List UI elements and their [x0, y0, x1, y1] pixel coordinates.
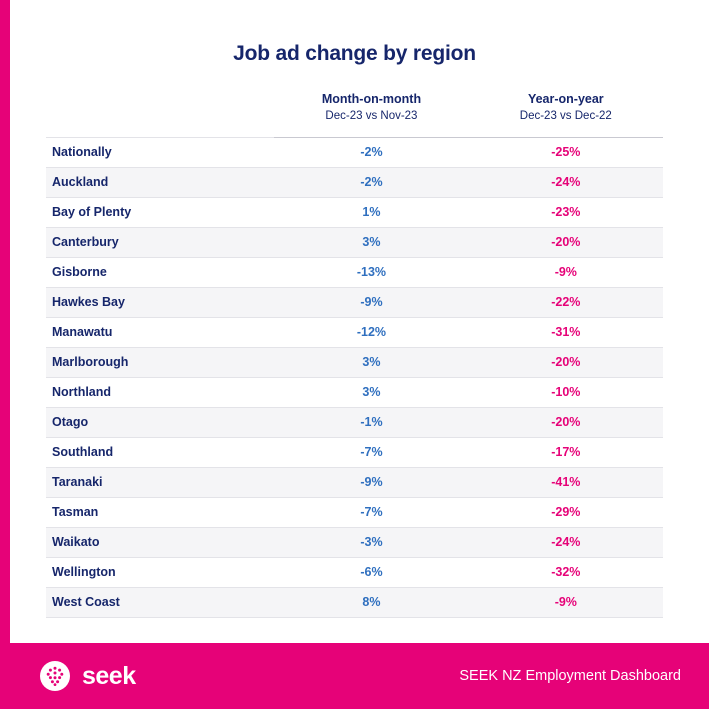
row-region-label: Auckland: [46, 167, 274, 197]
row-region-label: Marlborough: [46, 347, 274, 377]
row-mom-value: 3%: [274, 377, 468, 407]
row-mom-value: -7%: [274, 497, 468, 527]
table-row: [46, 317, 663, 347]
table-header: [46, 90, 663, 137]
row-region-label: Nationally: [46, 137, 274, 167]
table-row: [46, 347, 663, 377]
row-region-label: Southland: [46, 437, 274, 467]
row-mom-value: 1%: [274, 197, 468, 227]
dashboard-label: SEEK NZ Employment Dashboard: [459, 668, 681, 684]
row-region-label: Otago: [46, 407, 274, 437]
table-row: [46, 197, 663, 227]
row-region-label: Wellington: [46, 557, 274, 587]
table-row: [46, 497, 663, 527]
brand-name: seek: [82, 661, 136, 690]
row-mom-value: -2%: [274, 167, 468, 197]
row-region-label: Taranaki: [46, 467, 274, 497]
row-yoy-value: -20%: [469, 407, 663, 437]
row-region-label: Hawkes Bay: [46, 287, 274, 317]
brand-lockup: [40, 661, 136, 691]
row-region-label: Manawatu: [46, 317, 274, 347]
row-yoy-value: -41%: [469, 467, 663, 497]
table-row: [46, 287, 663, 317]
left-accent-bar: [0, 0, 10, 709]
row-mom-value: -1%: [274, 407, 468, 437]
row-yoy-value: -20%: [469, 227, 663, 257]
row-mom-value: -12%: [274, 317, 468, 347]
row-mom-value: -3%: [274, 527, 468, 557]
row-yoy-value: -24%: [469, 167, 663, 197]
row-yoy-value: -23%: [469, 197, 663, 227]
row-region-label: Waikato: [46, 527, 274, 557]
column-header-mom-title: Month-on-month: [321, 92, 422, 106]
row-mom-value: -2%: [274, 137, 468, 167]
table-row: [46, 527, 663, 557]
page-title: Job ad change by region: [233, 42, 476, 65]
footer-bar: [0, 643, 709, 709]
job-ad-change-table: [46, 90, 663, 618]
table-row: [46, 587, 663, 617]
row-yoy-value: -22%: [469, 287, 663, 317]
row-mom-value: 3%: [274, 227, 468, 257]
column-header-month-on-month: [274, 90, 468, 137]
row-mom-value: -7%: [274, 437, 468, 467]
table-row: [46, 437, 663, 467]
row-yoy-value: -17%: [469, 437, 663, 467]
row-yoy-value: -9%: [469, 257, 663, 287]
row-yoy-value: -25%: [469, 137, 663, 167]
table-row: [46, 227, 663, 257]
table-row: [46, 467, 663, 497]
row-mom-value: 3%: [274, 347, 468, 377]
row-yoy-value: -20%: [469, 347, 663, 377]
row-region-label: West Coast: [46, 587, 274, 617]
row-mom-value: -6%: [274, 557, 468, 587]
table-row: [46, 407, 663, 437]
table-row: [46, 557, 663, 587]
column-header-yoy-title: Year-on-year: [527, 92, 604, 106]
table-row: [46, 377, 663, 407]
column-header-region: [46, 90, 274, 137]
row-region-label: Bay of Plenty: [46, 197, 274, 227]
row-mom-value: -9%: [274, 467, 468, 497]
row-yoy-value: -29%: [469, 497, 663, 527]
row-yoy-value: -9%: [469, 587, 663, 617]
row-mom-value: -9%: [274, 287, 468, 317]
row-yoy-value: -24%: [469, 527, 663, 557]
row-yoy-value: -10%: [469, 377, 663, 407]
column-header-year-on-year: [469, 90, 663, 137]
row-yoy-value: -31%: [469, 317, 663, 347]
row-region-label: Tasman: [46, 497, 274, 527]
column-header-yoy-subtitle: Dec-23 vs Dec-22: [519, 110, 612, 123]
seek-dot-logo-icon: [40, 661, 70, 691]
table-row: [46, 167, 663, 197]
row-yoy-value: -32%: [469, 557, 663, 587]
row-mom-value: 8%: [274, 587, 468, 617]
row-mom-value: -13%: [274, 257, 468, 287]
table-row: [46, 137, 663, 167]
column-header-mom-subtitle: Dec-23 vs Nov-23: [325, 110, 418, 123]
row-region-label: Canterbury: [46, 227, 274, 257]
table-row: [46, 257, 663, 287]
row-region-label: Northland: [46, 377, 274, 407]
row-region-label: Gisborne: [46, 257, 274, 287]
table-body: [46, 137, 663, 617]
